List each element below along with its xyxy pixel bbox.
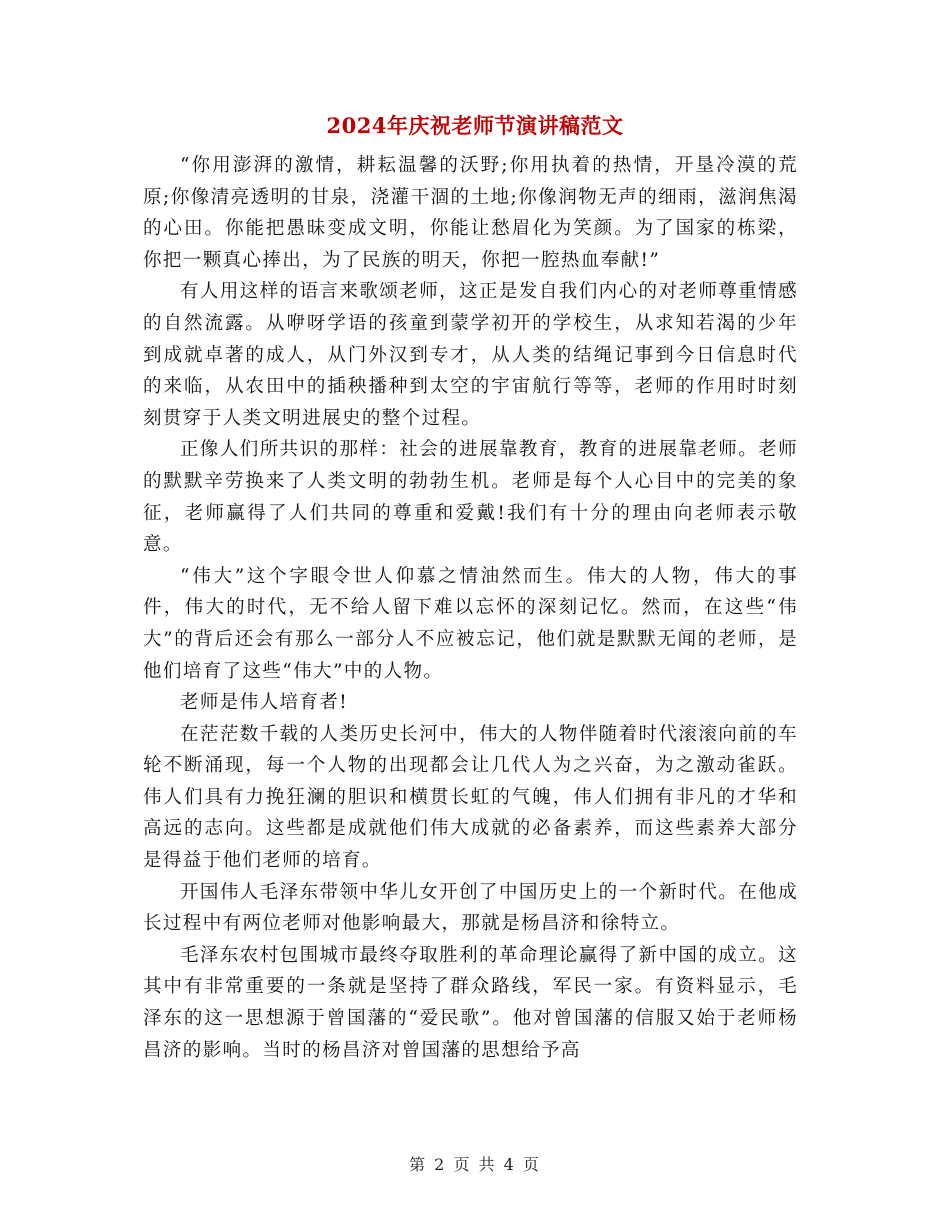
paragraph: 毛泽东农村包围城市最终夺取胜利的革命理论赢得了新中国的成立。这其中有非常重要的一条就是坚持了群众路线，军民一家。有资料显示，毛泽东的这一思想源于曾国藩的“爱民歌”。他对曾国藩的信服又始于老师杨昌济的影响。当时的杨昌济对曾国藩的思想给予高 xyxy=(143,944,798,1061)
paragraph: “伟大”这个字眼令世人仰慕之情油然而生。伟大的人物，伟大的事件，伟大的时代，无不给人留下难以忘怀的深刻记忆。然而，在这些“伟大”的背后还会有那么一部分人不应被忘记，他们就是默默无闻的老师，是他们培育了这些“伟大”中的人物。 xyxy=(143,565,798,682)
paragraph: 老师是伟人培育者! xyxy=(180,692,349,714)
paragraph: 开国伟人毛泽东带领中华儿女开创了中国历史上的一个新时代。在他成长过程中有两位老师对他影响最大，那就是杨昌济和徐特立。 xyxy=(143,881,798,935)
paragraph: “你用澎湃的激情，耕耘温馨的沃野;你用执着的热情，开垦冷漠的荒原;你像清亮透明的甘泉，浇灌干涸的土地;你像润物无声的细雨，滋润焦渴的心田。你能把愚昧变成文明，你能让愁眉化为笑颜。为了国家的栋梁，你把一颗真心捧出，为了民族的明天，你把一腔热血奉献!” xyxy=(143,155,798,271)
page-footer: 第 2 页 共 4 页 xyxy=(409,1155,541,1174)
document-title: 2024年庆祝老师节演讲稿范文 xyxy=(326,113,624,138)
document-body xyxy=(143,150,798,1066)
paragraph: 有人用这样的语言来歌颂老师，这正是发自我们内心的对老师尊重情感的自然流露。从咿呀学语的孩童到蒙学初开的学校生，从求知若渴的少年到成就卓著的成人，从门外汉到专才，从人类的结绳记事到今日信息时代的来临，从农田中的插秧播种到太空的宇宙航行等等，老师的作用时时刻刻贯穿于人类文明进展史的整个过程。 xyxy=(143,281,798,429)
paragraph: 正像人们所共识的那样：社会的进展靠教育，教育的进展靠老师。老师的默默辛劳换来了人类文明的勃勃生机。老师是每个人心目中的完美的象征，老师赢得了人们共同的尊重和爱戴!我们有十分的理由向老师表示敬意。 xyxy=(143,439,798,556)
paragraph: 在茫茫数千载的人类历史长河中，伟大的人物伴随着时代滚滚向前的车轮不断涌现，每一个人物的出现都会让几代人为之兴奋，为之激动雀跃。伟人们具有力挽狂澜的胆识和横贯长虹的气魄，伟人们拥有非凡的才华和高远的志向。这些都是成就他们伟大成就的必备素养，而这些素养大部分是得益于他们老师的培育。 xyxy=(143,723,798,872)
